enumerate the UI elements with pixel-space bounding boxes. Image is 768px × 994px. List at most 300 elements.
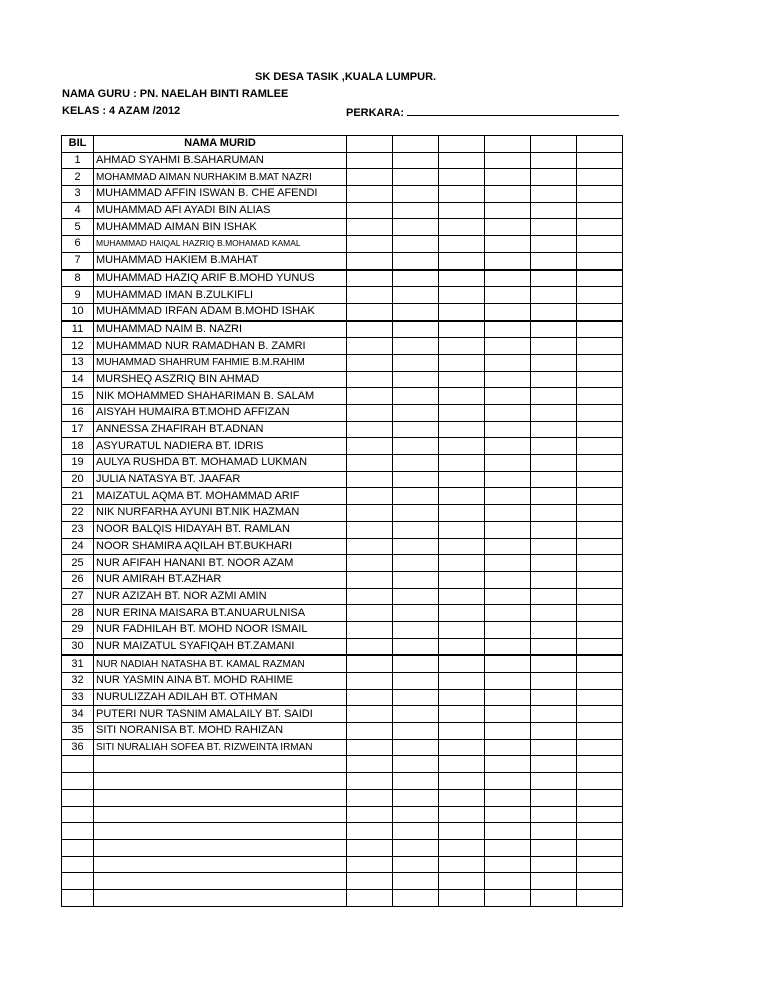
mark-cell[interactable] [485,605,531,622]
mark-cell[interactable] [439,354,485,371]
mark-cell[interactable] [531,202,577,219]
mark-cell[interactable] [577,219,623,236]
mark-cell[interactable] [347,186,393,203]
mark-cell[interactable] [485,571,531,588]
mark-cell[interactable] [485,219,531,236]
mark-cell[interactable] [393,655,439,672]
mark-cell[interactable] [577,287,623,304]
mark-cell[interactable] [393,571,439,588]
mark-cell[interactable] [577,505,623,522]
mark-cell[interactable] [347,388,393,405]
mark-cell[interactable] [347,673,393,690]
mark-cell[interactable] [439,186,485,203]
mark-cell[interactable] [393,471,439,488]
table-row [62,338,623,355]
mark-cell[interactable] [347,169,393,186]
mark-cell[interactable] [577,571,623,588]
mark-cell[interactable] [485,588,531,605]
mark-cell[interactable] [485,252,531,269]
blank-cell[interactable] [62,756,94,773]
mark-cell[interactable] [347,287,393,304]
blank-cell[interactable] [94,889,347,906]
mark-cell[interactable] [347,270,393,287]
mark-cell[interactable] [531,421,577,438]
mark-cell[interactable] [393,673,439,690]
mark-cell[interactable] [347,438,393,455]
mark-cell[interactable] [393,689,439,706]
mark-cell[interactable] [485,287,531,304]
blank-cell[interactable] [577,756,623,773]
blank-cell[interactable] [485,756,531,773]
mark-cell[interactable] [439,571,485,588]
mark-cell[interactable] [393,638,439,655]
mark-cell[interactable] [439,638,485,655]
mark-cell[interactable] [531,186,577,203]
blank-cell[interactable] [439,806,485,823]
mark-cell[interactable] [393,521,439,538]
mark-cell[interactable] [393,488,439,505]
blank-cell[interactable] [347,773,393,790]
mark-cell[interactable] [393,354,439,371]
mark-cell[interactable] [531,538,577,555]
blank-cell[interactable] [94,856,347,873]
mark-cell[interactable] [577,621,623,638]
mark-cell[interactable] [393,186,439,203]
mark-cell[interactable] [531,739,577,756]
mark-cell[interactable] [439,605,485,622]
blank-cell[interactable] [531,856,577,873]
mark-cell[interactable] [393,739,439,756]
mark-cell[interactable] [347,371,393,388]
mark-cell[interactable] [531,388,577,405]
mark-cell[interactable] [439,371,485,388]
mark-cell[interactable] [531,303,577,320]
blank-cell[interactable] [577,823,623,840]
table-row [62,521,623,538]
mark-cell[interactable] [347,706,393,723]
mark-cell[interactable] [439,706,485,723]
mark-cell[interactable] [393,421,439,438]
mark-cell[interactable] [347,236,393,253]
mark-cell[interactable] [577,605,623,622]
blank-cell[interactable] [439,856,485,873]
mark-cell[interactable] [347,638,393,655]
mark-cell[interactable] [531,471,577,488]
table-row [62,169,623,186]
mark-cell[interactable] [485,405,531,422]
mark-cell[interactable] [485,455,531,472]
blank-cell[interactable] [347,889,393,906]
mark-cell[interactable] [347,421,393,438]
mark-cell[interactable] [393,538,439,555]
mark-cell[interactable] [577,471,623,488]
mark-cell[interactable] [577,421,623,438]
mark-cell[interactable] [485,236,531,253]
mark-cell[interactable] [485,303,531,320]
blank-cell[interactable] [531,806,577,823]
mark-cell[interactable] [485,186,531,203]
mark-cell[interactable] [347,202,393,219]
mark-cell[interactable] [393,555,439,572]
mark-cell[interactable] [439,739,485,756]
mark-cell[interactable] [347,605,393,622]
mark-cell[interactable] [439,219,485,236]
mark-cell[interactable] [577,169,623,186]
blank-cell[interactable] [393,873,439,890]
mark-cell[interactable] [393,287,439,304]
mark-cell[interactable] [485,555,531,572]
mark-cell[interactable] [485,438,531,455]
blank-cell[interactable] [347,839,393,856]
blank-cell[interactable] [577,773,623,790]
mark-cell[interactable] [485,521,531,538]
mark-cell[interactable] [531,438,577,455]
mark-cell[interactable] [577,303,623,320]
mark-cell[interactable] [531,638,577,655]
mark-cell[interactable] [439,270,485,287]
mark-cell[interactable] [577,202,623,219]
mark-cell[interactable] [393,438,439,455]
mark-cell[interactable] [485,488,531,505]
mark-cell[interactable] [439,438,485,455]
mark-cell[interactable] [577,236,623,253]
mark-cell[interactable] [577,488,623,505]
mark-cell[interactable] [577,521,623,538]
blank-cell[interactable] [62,873,94,890]
mark-cell[interactable] [393,202,439,219]
mark-cell[interactable] [577,723,623,740]
blank-cell[interactable] [62,789,94,806]
mark-cell[interactable] [393,405,439,422]
blank-cell[interactable] [393,889,439,906]
blank-cell[interactable] [62,823,94,840]
mark-cell[interactable] [577,338,623,355]
blank-cell[interactable] [485,856,531,873]
blank-cell[interactable] [439,873,485,890]
mark-cell[interactable] [531,169,577,186]
blank-cell[interactable] [94,823,347,840]
mark-cell[interactable] [531,371,577,388]
table-row [62,638,623,655]
table-row [62,723,623,740]
mark-cell[interactable] [393,588,439,605]
mark-cell[interactable] [347,252,393,269]
blank-cell[interactable] [62,889,94,906]
student-name: AULYA RUSHDA BT. MOHAMAD LUKMAN [94,455,347,472]
student-name: NUR ERINA MAISARA BT.ANUARULNISA [94,605,347,622]
blank-cell[interactable] [485,773,531,790]
mark-cell[interactable] [393,706,439,723]
blank-cell[interactable] [531,789,577,806]
blank-cell[interactable] [439,839,485,856]
mark-cell[interactable] [531,621,577,638]
blank-cell[interactable] [393,789,439,806]
mark-cell[interactable] [531,505,577,522]
mark-cell[interactable] [485,655,531,672]
header-bil: BIL [62,136,94,153]
blank-cell[interactable] [94,756,347,773]
mark-cell[interactable] [439,287,485,304]
mark-cell[interactable] [531,673,577,690]
blank-cell[interactable] [347,756,393,773]
mark-cell[interactable] [485,706,531,723]
mark-cell[interactable] [577,321,623,338]
mark-cell[interactable] [347,321,393,338]
mark-cell[interactable] [577,438,623,455]
mark-cell[interactable] [393,371,439,388]
mark-cell[interactable] [485,689,531,706]
blank-cell[interactable] [94,839,347,856]
mark-cell[interactable] [577,252,623,269]
blank-cell[interactable] [439,773,485,790]
mark-cell[interactable] [347,689,393,706]
mark-cell[interactable] [577,555,623,572]
mark-cell[interactable] [531,571,577,588]
blank-cell[interactable] [62,773,94,790]
mark-cell[interactable] [393,388,439,405]
mark-cell[interactable] [347,303,393,320]
mark-cell[interactable] [347,152,393,169]
mark-cell[interactable] [439,388,485,405]
blank-cell[interactable] [62,839,94,856]
blank-cell[interactable] [439,756,485,773]
mark-cell[interactable] [577,270,623,287]
mark-cell[interactable] [347,655,393,672]
mark-cell[interactable] [577,186,623,203]
mark-cell[interactable] [439,655,485,672]
mark-cell[interactable] [531,588,577,605]
mark-cell[interactable] [439,252,485,269]
blank-cell[interactable] [577,839,623,856]
blank-cell[interactable] [94,806,347,823]
mark-cell[interactable] [485,152,531,169]
mark-cell[interactable] [439,455,485,472]
mark-cell[interactable] [393,252,439,269]
mark-cell[interactable] [393,169,439,186]
mark-cell[interactable] [531,689,577,706]
mark-cell[interactable] [393,219,439,236]
blank-cell[interactable] [531,823,577,840]
mark-cell[interactable] [577,371,623,388]
blank-cell[interactable] [531,773,577,790]
mark-cell[interactable] [485,321,531,338]
mark-cell[interactable] [531,287,577,304]
blank-cell[interactable] [62,806,94,823]
blank-cell[interactable] [347,873,393,890]
mark-cell[interactable] [531,321,577,338]
mark-cell[interactable] [347,405,393,422]
mark-cell[interactable] [531,252,577,269]
blank-cell[interactable] [439,789,485,806]
mark-cell[interactable] [577,638,623,655]
mark-cell[interactable] [577,689,623,706]
mark-cell[interactable] [577,455,623,472]
mark-cell[interactable] [393,455,439,472]
mark-cell[interactable] [531,405,577,422]
mark-cell[interactable] [485,538,531,555]
mark-cell[interactable] [393,723,439,740]
blank-cell[interactable] [94,873,347,890]
mark-cell[interactable] [347,488,393,505]
mark-cell[interactable] [485,354,531,371]
mark-cell[interactable] [347,739,393,756]
blank-cell[interactable] [94,773,347,790]
blank-cell[interactable] [439,823,485,840]
mark-cell[interactable] [439,689,485,706]
mark-cell[interactable] [393,338,439,355]
mark-cell[interactable] [347,338,393,355]
mark-cell[interactable] [531,338,577,355]
mark-cell[interactable] [393,236,439,253]
mark-cell[interactable] [439,621,485,638]
mark-cell[interactable] [439,505,485,522]
mark-cell[interactable] [393,303,439,320]
mark-cell[interactable] [347,505,393,522]
mark-cell[interactable] [439,673,485,690]
mark-cell[interactable] [531,270,577,287]
mark-cell[interactable] [485,270,531,287]
perkara-blank-line[interactable] [407,105,619,116]
blank-cell[interactable] [393,806,439,823]
blank-cell[interactable] [577,806,623,823]
header-blank [347,136,393,153]
mark-cell[interactable] [577,538,623,555]
mark-cell[interactable] [577,673,623,690]
blank-cell[interactable] [393,839,439,856]
mark-cell[interactable] [531,455,577,472]
blank-cell[interactable] [393,773,439,790]
mark-cell[interactable] [531,655,577,672]
mark-cell[interactable] [439,202,485,219]
mark-cell[interactable] [347,219,393,236]
mark-cell[interactable] [531,488,577,505]
mark-cell[interactable] [485,169,531,186]
blank-cell[interactable] [577,889,623,906]
mark-cell[interactable] [393,152,439,169]
mark-cell[interactable] [439,538,485,555]
blank-cell[interactable] [577,873,623,890]
mark-cell[interactable] [577,354,623,371]
mark-cell[interactable] [485,621,531,638]
blank-cell[interactable] [531,889,577,906]
mark-cell[interactable] [393,270,439,287]
mark-cell[interactable] [347,555,393,572]
mark-cell[interactable] [531,236,577,253]
blank-cell[interactable] [531,756,577,773]
student-number: 30 [62,638,94,655]
mark-cell[interactable] [439,321,485,338]
blank-cell[interactable] [347,789,393,806]
blank-cell[interactable] [485,873,531,890]
blank-cell[interactable] [347,823,393,840]
blank-cell[interactable] [94,789,347,806]
blank-cell[interactable] [62,856,94,873]
blank-cell[interactable] [485,806,531,823]
mark-cell[interactable] [577,655,623,672]
mark-cell[interactable] [531,706,577,723]
mark-cell[interactable] [485,739,531,756]
blank-cell[interactable] [577,789,623,806]
mark-cell[interactable] [485,638,531,655]
blank-cell[interactable] [485,823,531,840]
mark-cell[interactable] [485,673,531,690]
mark-cell[interactable] [439,421,485,438]
blank-cell[interactable] [485,789,531,806]
mark-cell[interactable] [347,354,393,371]
mark-cell[interactable] [439,338,485,355]
mark-cell[interactable] [531,152,577,169]
mark-cell[interactable] [347,538,393,555]
mark-cell[interactable] [577,588,623,605]
mark-cell[interactable] [439,555,485,572]
mark-cell[interactable] [439,521,485,538]
mark-cell[interactable] [577,739,623,756]
mark-cell[interactable] [439,152,485,169]
mark-cell[interactable] [485,471,531,488]
blank-cell[interactable] [485,839,531,856]
mark-cell[interactable] [393,321,439,338]
blank-cell[interactable] [347,856,393,873]
mark-cell[interactable] [485,388,531,405]
mark-cell[interactable] [531,354,577,371]
mark-cell[interactable] [393,505,439,522]
mark-cell[interactable] [439,236,485,253]
mark-cell[interactable] [485,202,531,219]
blank-cell[interactable] [393,856,439,873]
mark-cell[interactable] [531,605,577,622]
blank-cell[interactable] [531,839,577,856]
blank-cell[interactable] [531,873,577,890]
mark-cell[interactable] [347,723,393,740]
mark-cell[interactable] [577,388,623,405]
mark-cell[interactable] [577,152,623,169]
mark-cell[interactable] [347,455,393,472]
blank-cell[interactable] [393,756,439,773]
mark-cell[interactable] [531,521,577,538]
student-name: MOHAMMAD AIMAN NURHAKIM B.MAT NAZRI [94,169,347,186]
mark-cell[interactable] [439,471,485,488]
mark-cell[interactable] [531,219,577,236]
mark-cell[interactable] [439,405,485,422]
mark-cell[interactable] [439,303,485,320]
mark-cell[interactable] [577,706,623,723]
mark-cell[interactable] [347,588,393,605]
mark-cell[interactable] [439,723,485,740]
blank-cell[interactable] [393,823,439,840]
mark-cell[interactable] [347,471,393,488]
mark-cell[interactable] [439,169,485,186]
mark-cell[interactable] [485,421,531,438]
mark-cell[interactable] [485,505,531,522]
mark-cell[interactable] [577,405,623,422]
blank-cell[interactable] [347,806,393,823]
mark-cell[interactable] [393,605,439,622]
mark-cell[interactable] [347,621,393,638]
mark-cell[interactable] [439,488,485,505]
mark-cell[interactable] [347,521,393,538]
mark-cell[interactable] [531,723,577,740]
mark-cell[interactable] [531,555,577,572]
mark-cell[interactable] [485,723,531,740]
mark-cell[interactable] [347,571,393,588]
blank-cell[interactable] [439,889,485,906]
blank-cell[interactable] [577,856,623,873]
mark-cell[interactable] [439,588,485,605]
mark-cell[interactable] [485,371,531,388]
mark-cell[interactable] [485,338,531,355]
blank-cell[interactable] [485,889,531,906]
mark-cell[interactable] [393,621,439,638]
